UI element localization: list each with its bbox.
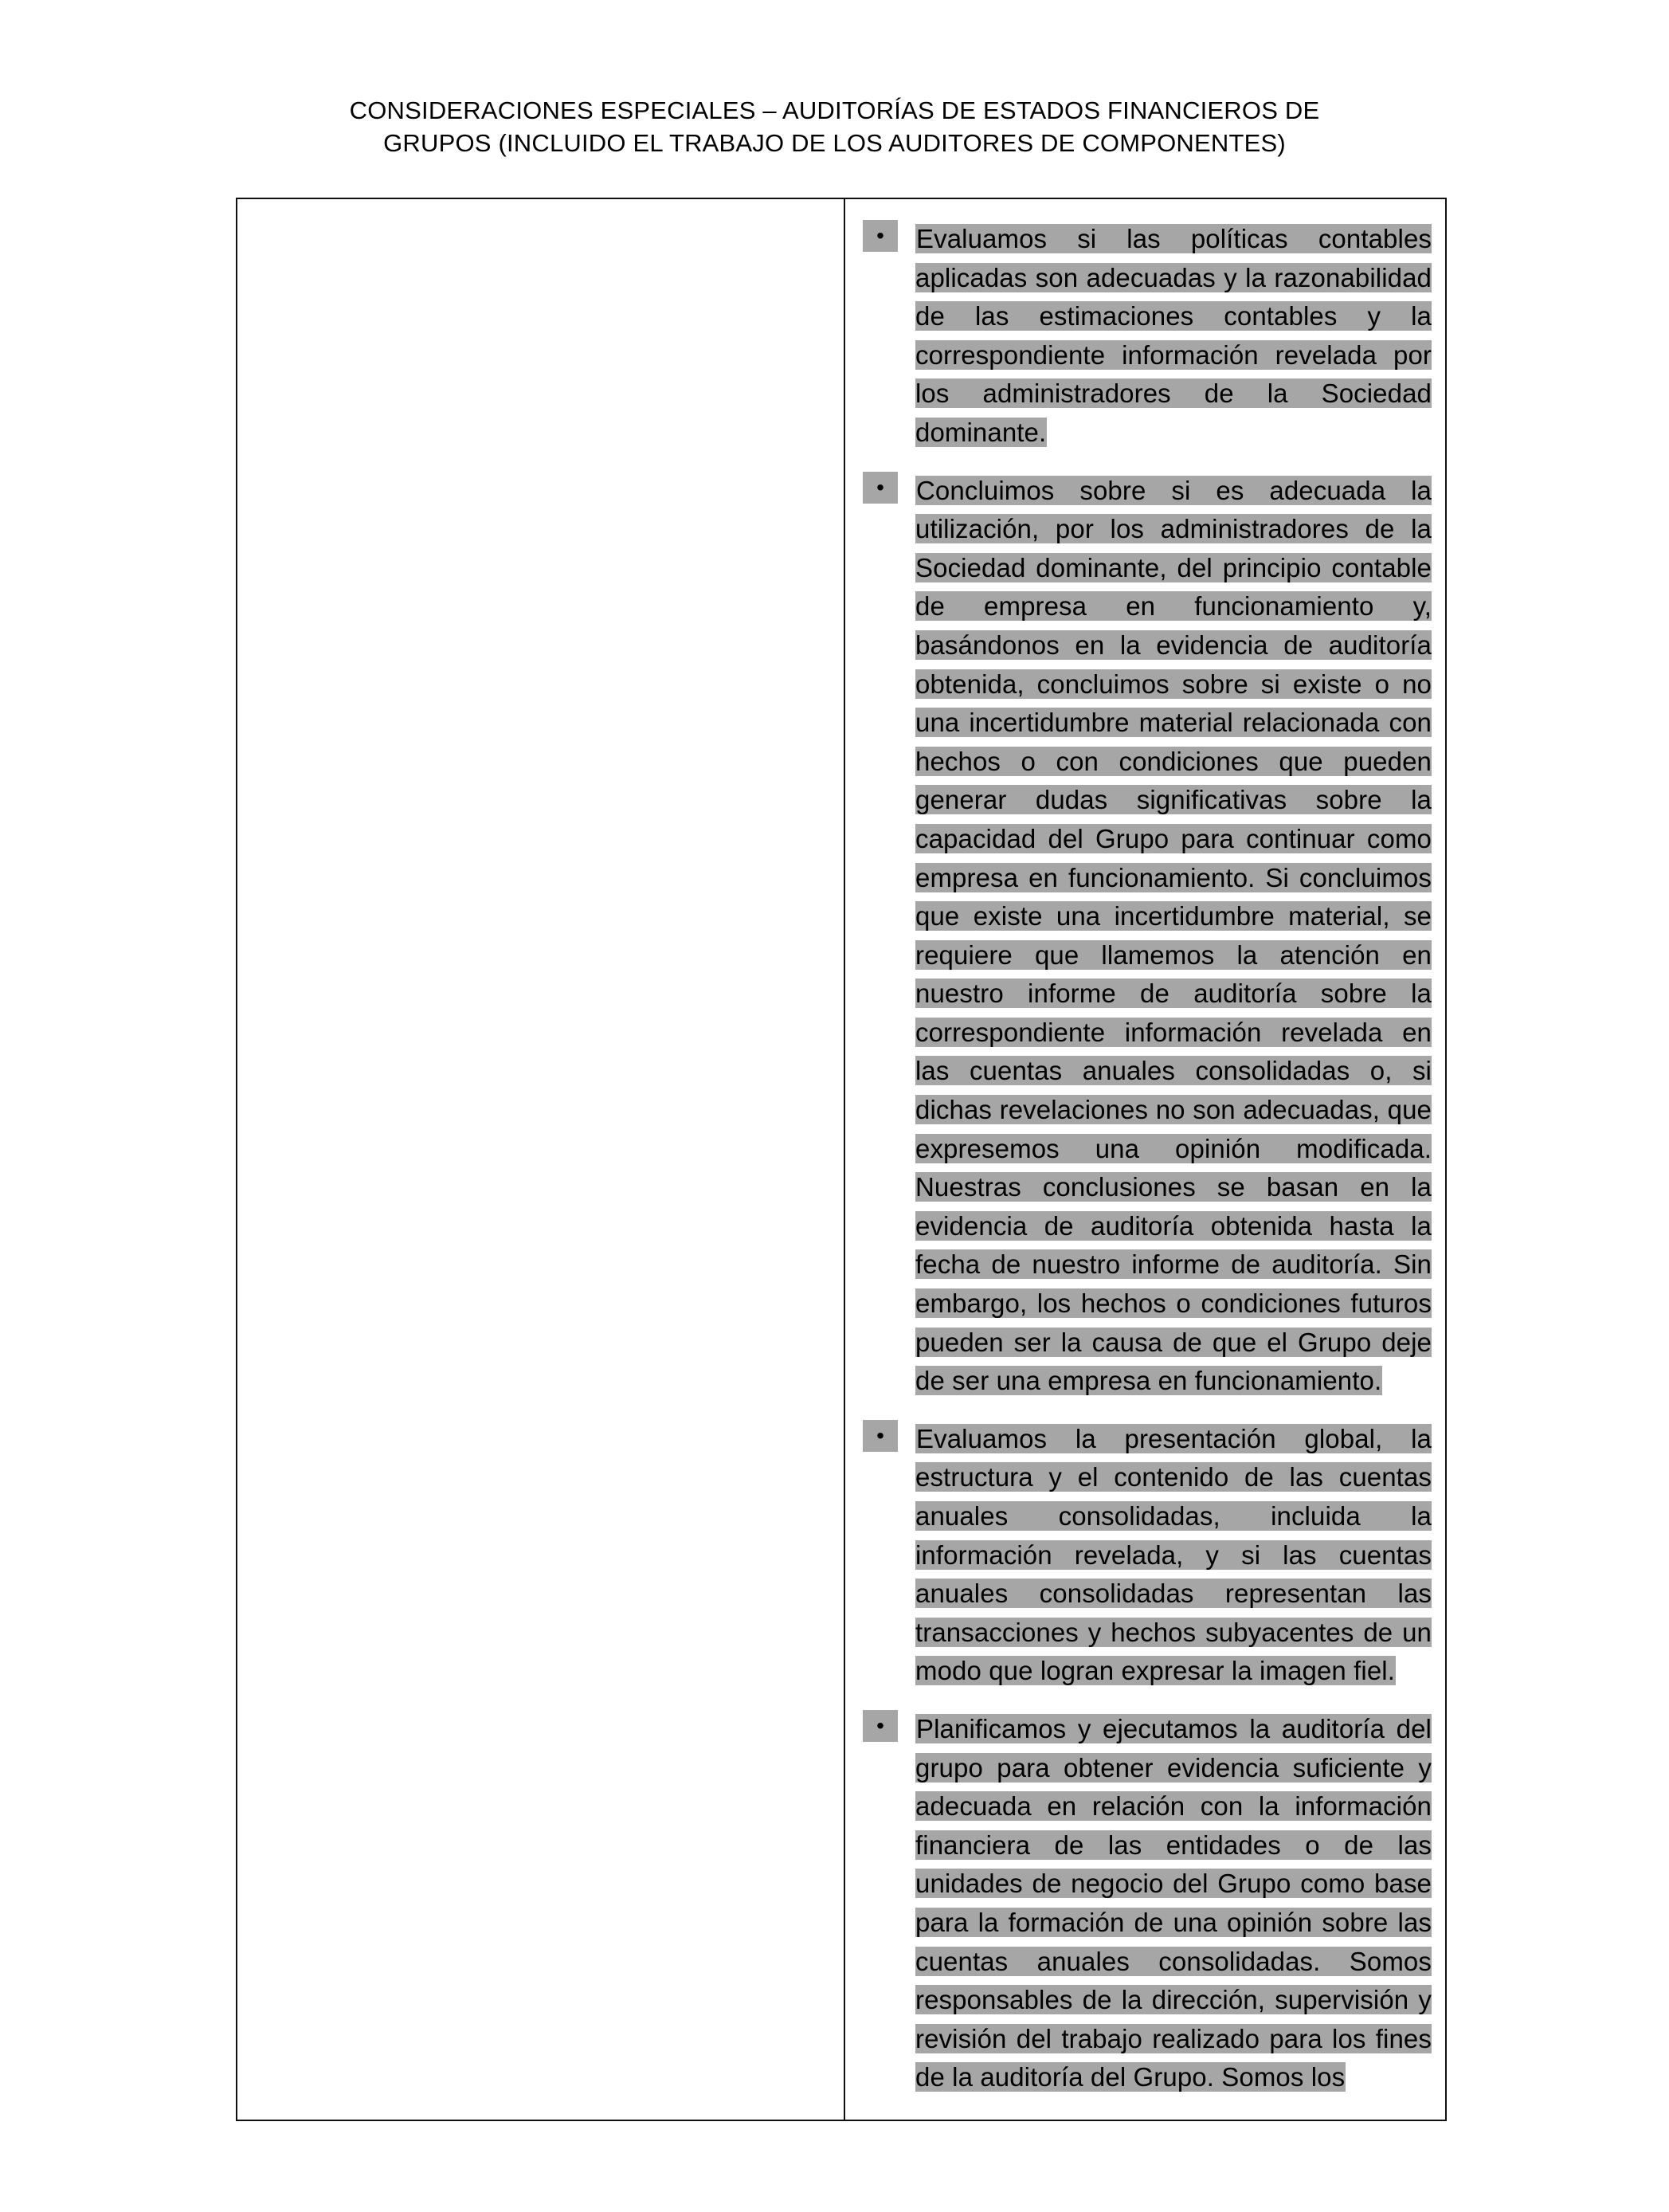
list-item [863, 1420, 1432, 1691]
bullet-list [845, 199, 1445, 2097]
bullet-text: Planificamos y ejecutamos la auditoría del grupo para obtener evidencia suficiente y adecuada en relación con la información financiera de las entidades o de las unidades de negocio del Grupo como base para la formación de una opinión sobre las cuentas anuales consolidadas. Somos responsables de la dirección, supervisión y revisión del trabajo realizado para los fines de la auditoría del Grupo. Somos los [915, 1713, 1432, 2092]
list-item [863, 472, 1432, 1401]
right-cell [845, 199, 1445, 2120]
bullet-marker: • [863, 472, 898, 504]
bullet-marker: • [863, 1420, 898, 1452]
page-header [0, 94, 1669, 159]
content-table [236, 198, 1447, 2121]
bullet-text: Concluimos sobre si es adecuada la utilización, por los administradores de la Sociedad dominante, del principio contable de empresa en funcionamiento y, basándonos en la evidencia de auditoría obtenida, concluimos sobre si existe o no una incertidumbre material relacionada con hechos o con condiciones que pueden generar dudas significativas sobre la capacidad del Grupo para continuar como empresa en funcionamiento. Si concluimos que existe una incertidumbre material, se requiere que llamemos la atención en nuestro informe de auditoría sobre la correspondiente información revelada en las cuentas anuales consolidadas o, si dichas revelaciones no son adecuadas, que expresemos una opinión modificada. Nuestras conclusiones se basan en la evidencia de auditoría obtenida hasta la fecha de nuestro informe de auditoría. Sin embargo, los hechos o condiciones futuros pueden ser la causa de que el Grupo deje de ser una empresa en funcionamiento. [915, 475, 1432, 1396]
header-line-2: GRUPOS (INCLUIDO EL TRABAJO DE LOS AUDITORES DE COMPONENTES) [383, 129, 1286, 157]
header-line-1: CONSIDERACIONES ESPECIALES – AUDITORÍAS DE ESTADOS FINANCIEROS DE [349, 96, 1320, 124]
bullet-text: Evaluamos si las políticas contables aplicadas son adecuadas y la razonabilidad de las estimaciones contables y la correspondiente información revelada por los administradores de la Sociedad dominante. [915, 224, 1432, 447]
left-cell [237, 199, 844, 2120]
bullet-marker: • [863, 220, 898, 252]
bullet-text: Evaluamos la presentación global, la estructura y el contenido de las cuentas anuales consolidadas, incluida la información revelada, y si las cuentas anuales consolidadas representan las transacciones y hechos subyacentes de un modo que logran expresar la imagen fiel. [915, 1423, 1432, 1686]
bullet-marker: • [863, 1710, 898, 1742]
list-item [863, 1710, 1432, 2097]
list-item [863, 220, 1432, 453]
